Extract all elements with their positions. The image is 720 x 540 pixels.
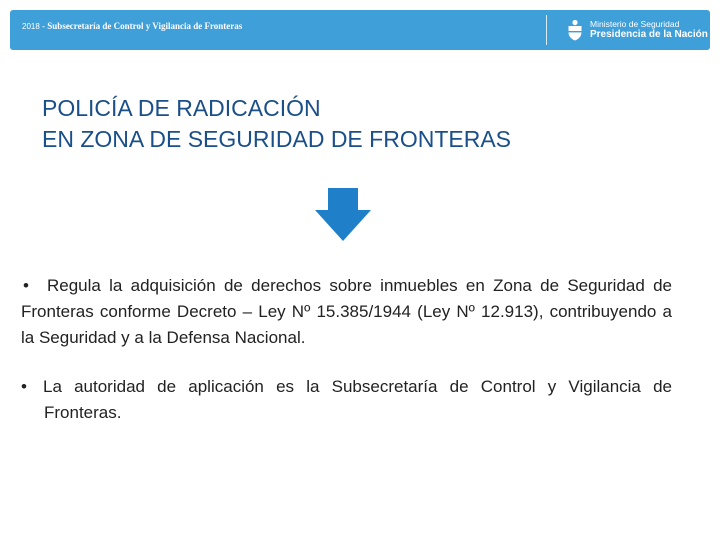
bullet-dot: •	[21, 377, 27, 396]
bullet-2-text: La autoridad de aplicación es la Subsecretaría de Control y Vigilancia de Fronteras.	[43, 377, 672, 422]
ministry-name: Ministerio de Seguridad	[590, 19, 680, 29]
ministry-logo-text	[590, 19, 708, 41]
bullet-dot: •	[23, 276, 29, 295]
title-line-2: EN ZONA DE SEGURIDAD DE FRONTERAS	[42, 126, 512, 152]
header-year: 2018	[22, 22, 40, 31]
presidency-name: Presidencia de la Nación	[590, 29, 708, 40]
argentina-shield-icon	[567, 19, 583, 46]
slide-title	[42, 93, 511, 155]
title-line-1: POLICÍA DE RADICACIÓN	[42, 95, 321, 121]
down-arrow-icon	[313, 188, 373, 247]
bullet-item-1	[21, 273, 672, 351]
bullet-item-2	[21, 374, 672, 426]
header-subtitle: Subsecretaría de Control y Vigilancia de Fronteras	[47, 21, 243, 31]
header-divider	[546, 15, 547, 45]
header-separator: -	[39, 21, 48, 31]
bullet-list	[21, 273, 672, 426]
bullet-1-text: Regula la adquisición de derechos sobre inmuebles en Zona de Seguridad de Fronteras conforme Decreto – Ley Nº 15.385/1944 (Ley Nº 12.913), contribuyendo a la Seguridad y a la Defensa Nacional.	[21, 276, 672, 347]
header-caption	[22, 21, 242, 31]
header-bar	[10, 10, 710, 50]
